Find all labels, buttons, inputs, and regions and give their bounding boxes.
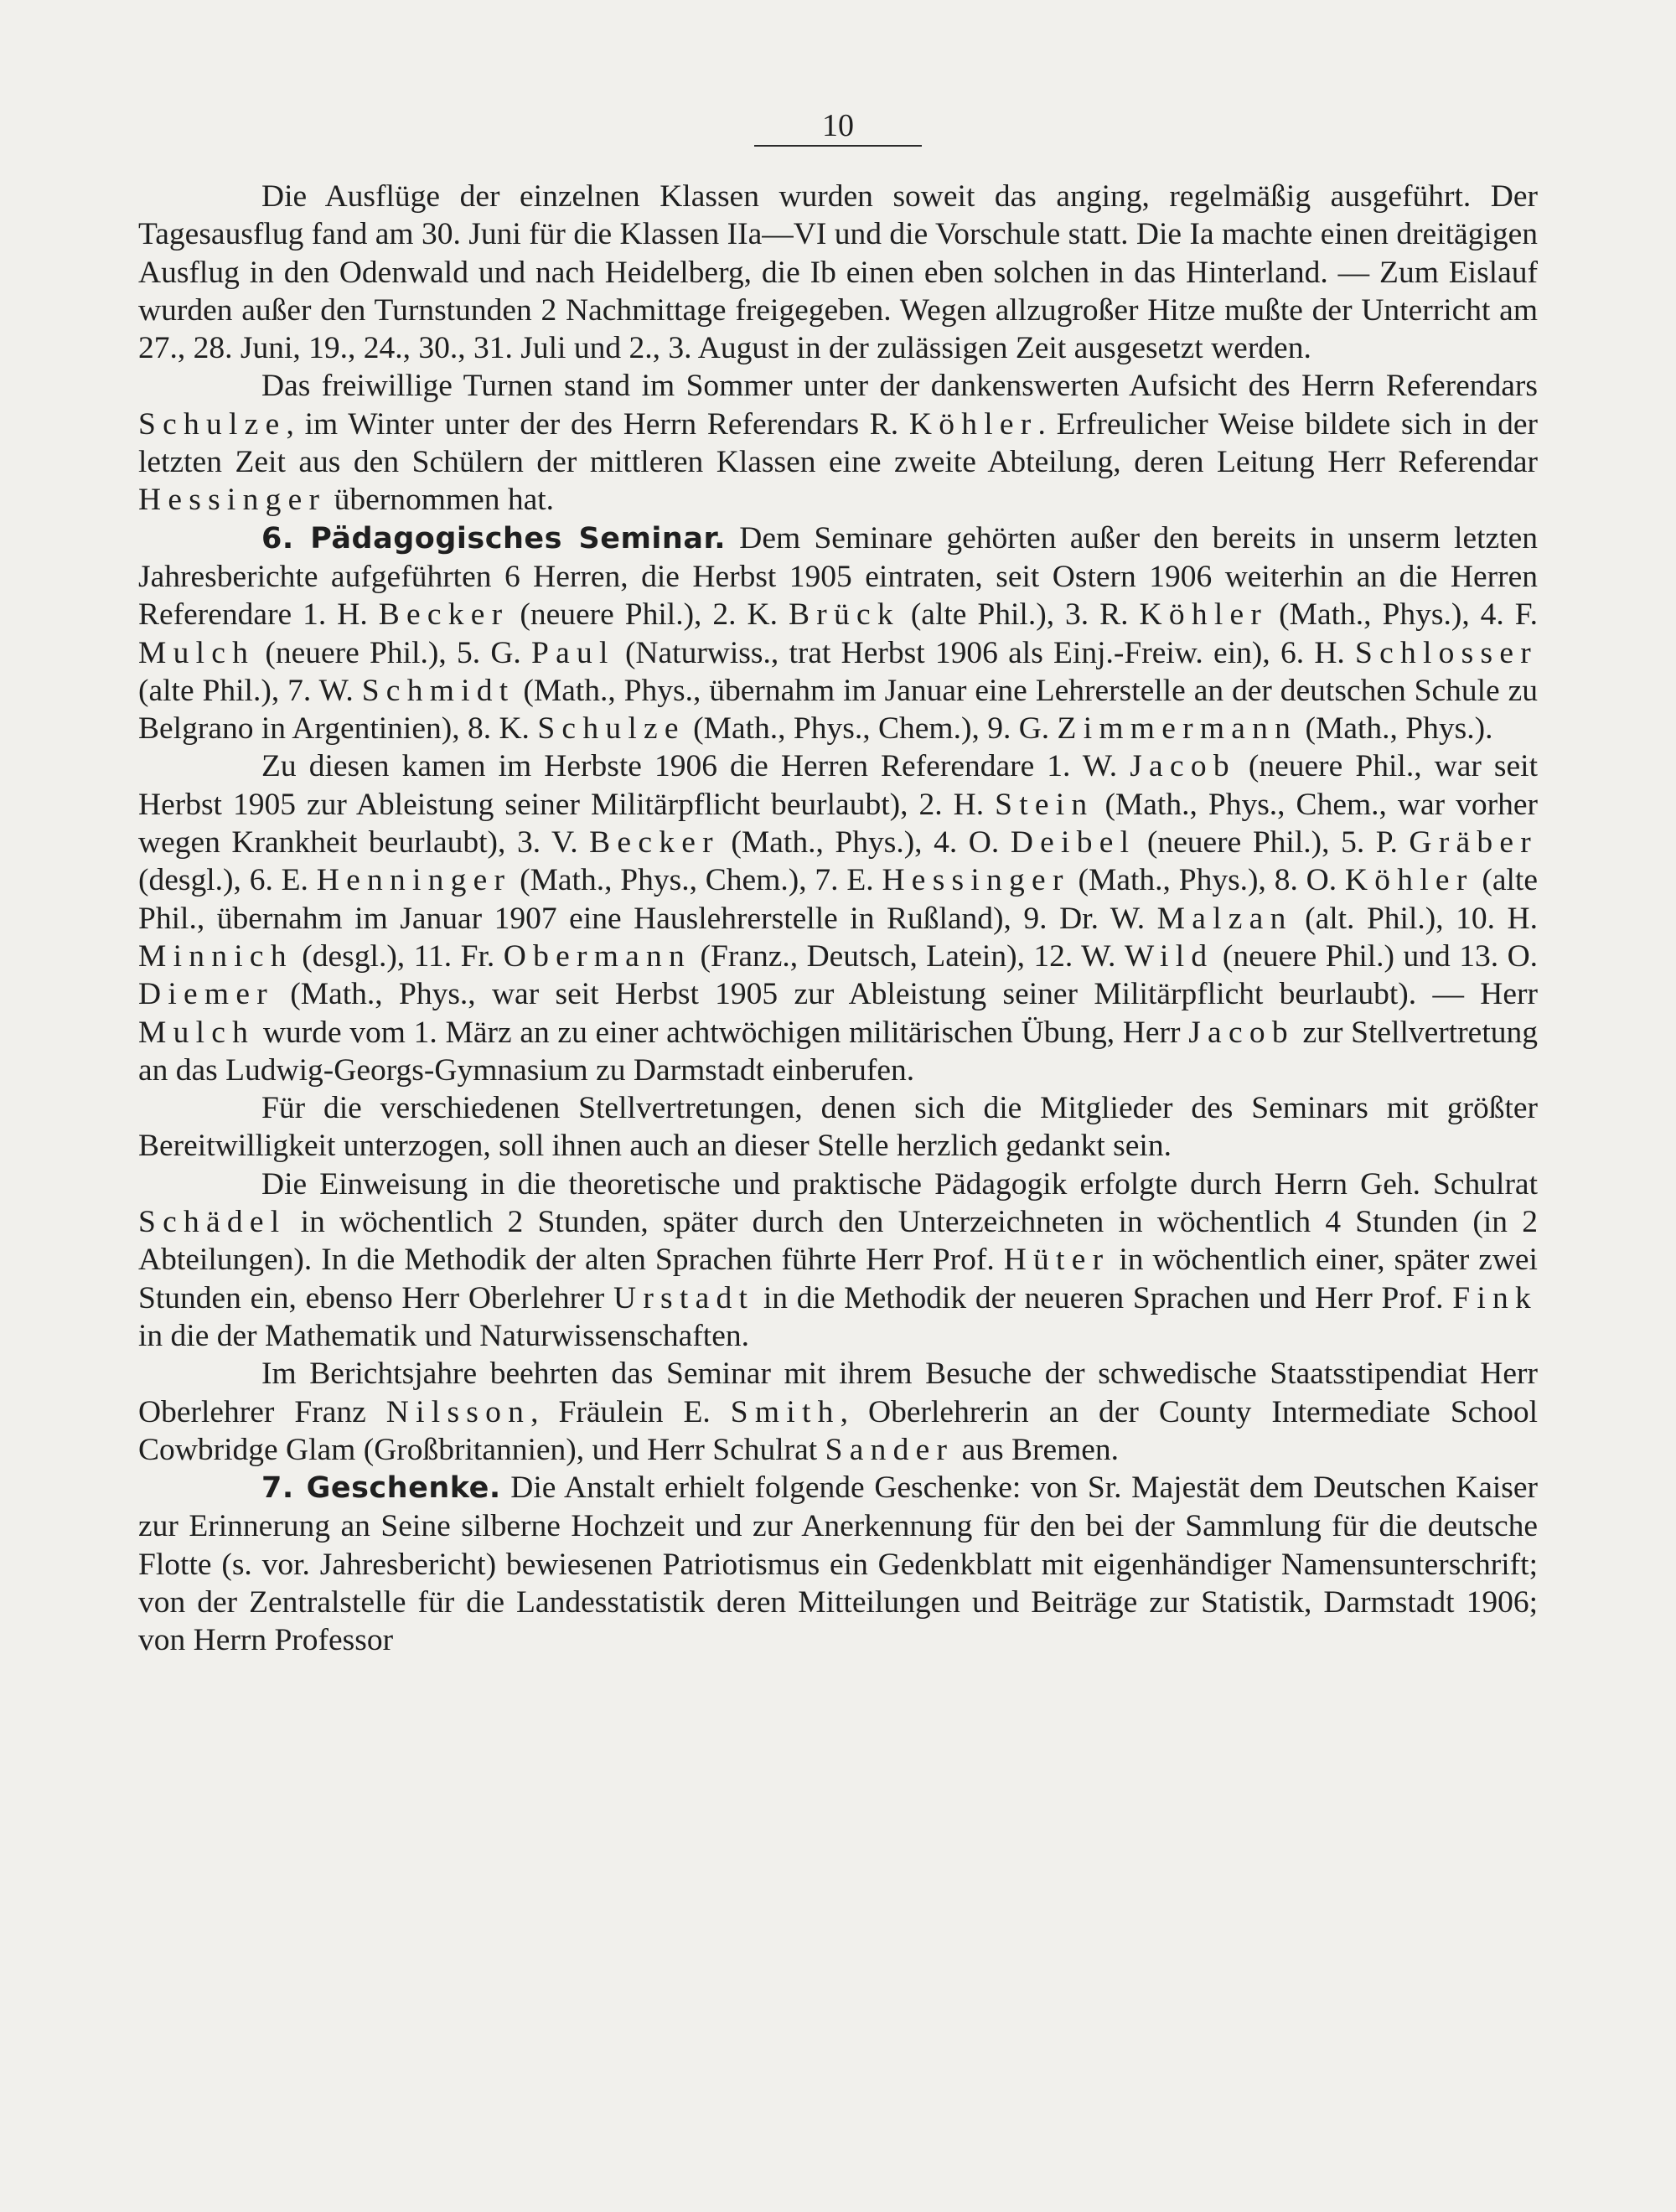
text-run: (alte Phil.), 7. W. [138,673,362,708]
person-name: Fink [1452,1280,1538,1315]
text-run: (alt. Phil.), 10. H. [1292,901,1538,936]
person-name: Brück [788,597,900,633]
person-name: Obermann [503,938,692,974]
paragraph-pedagogy [138,1165,1538,1355]
text-run: (Math., Phys., war seit Herbst 1905 zur Ableistung seiner Militärpflicht beurlaubt). — Herr [273,977,1538,1012]
person-name: Schädel [138,1205,287,1240]
page-number: 10 [822,108,854,143]
text-run: (desgl.), 11. Fr. [292,938,504,974]
person-name: Nilsson [385,1394,531,1429]
text-run: wurde vom 1. März an zu einer achtwöchigen militärischen Übung, Herr [255,1015,1189,1050]
text-run: (Math., Phys., Chem.), 7. E. [511,863,882,898]
text-run: Die Ausflüge der einzelnen Klassen wurden soweit das anging, regelmäßig ausgeführt. Der Tagesausflug fand am 30. Juni für die Klassen IIa—VI und die Vorschule statt. Die Ia machte einen dreitägigen Ausflug in den Odenwald und nach Heidelberg, die Ib einen eben solchen in das Hinterland. — Zum Eislauf wurden außer den Turnstunden 2 Nachmittage freigegeben. Wegen allzugroßer Hitze mußte der Unterricht am 27., 28. Juni, 19., 24., 30., 31. Juli und 2., 3. August in der zulässigen Zeit ausgesetzt werden. [138,179,1538,366]
paragraph-excursions [138,178,1538,367]
person-name: Minnich [138,938,293,974]
text-run: (neuere Phil.), 2. K. [509,597,789,633]
person-name: Zimmermann [1057,711,1298,747]
text-run: (Math., Phys.), 4. O. [719,825,1011,861]
text-run: , Fräulein E. [530,1394,731,1429]
person-name: Köhler [1139,597,1269,633]
person-name: Diemer [138,977,274,1012]
person-name: Becker [378,597,510,633]
person-name: Schmidt [361,673,515,708]
text-run: in wöchentlich 2 Stunden, später durch den Unterzeichneten in wöchentlich 4 Stunden (in 2 Abteilungen). In die Methodik der alten Sprachen führte Herr Prof. [138,1205,1538,1278]
person-name: Gräber [1409,825,1538,861]
text-run: in die Methodik der neueren Sprachen und Herr Prof. [754,1280,1453,1315]
text-run: Für die verschiedenen Stellvertretungen, denen sich die Mitglieder des Seminars mit größter Bereitwilligkeit unterzogen, soll ihnen auch an dieser Stelle herzlich gedankt sein. [138,1091,1538,1164]
text-run: . Erfreulicher Weise bildete sich in der letzten Zeit aus den Schülern der mittleren Klassen eine zweite Abteilung, deren Leitung Herr Referendar [138,406,1538,480]
person-name: Urstadt [613,1280,755,1315]
paragraph-gifts [138,1469,1538,1659]
section-heading: 6. Pädagogisches Seminar. [261,521,727,556]
text-run: (neuere Phil.), 5. P. [1135,825,1410,861]
person-name: Becker [589,825,720,861]
paragraph-seminar [138,519,1538,748]
text-run: (Naturwiss., trat Herbst 1906 als Einj.-Freiw. ein), 6. H. [614,635,1356,670]
person-name: Stein [995,787,1094,822]
person-name: Köhler [1344,863,1474,898]
text-run: , Oberlehrerin an der County Intermediate School Cowbridge Glam (Großbritannien), und Herr Schulrat [138,1394,1538,1467]
body-text [138,178,1538,1660]
person-name: Henninger [316,863,512,898]
person-name: Paul [531,635,615,670]
person-name: Malzan [1156,901,1293,936]
person-name: Jacob [1188,1015,1295,1050]
text-run: (Math., Phys.). [1297,711,1493,747]
person-name: Schlosser [1355,635,1539,670]
text-run: in die der Mathematik und Naturwissenschaften. [138,1318,749,1353]
text-run: (Math., Phys., Chem., war vorher wegen Krankheit beurlaubt), 3. V. [138,787,1538,861]
text-run: Dem Seminare gehörten außer den bereits in unserm letzten Jahresberichte aufgeführten 6 Herren, die Herbst 1905 eintraten, seit Ostern 1906 weiterhin an die Herren Referendare 1. H. [138,520,1538,633]
text-run: (desgl.), 6. E. [138,863,317,898]
text-run: (neuere Phil., war seit Herbst 1905 zur Ableistung seiner Militärpflicht beurlaubt), 2. H. [138,749,1538,822]
person-name: Smith [730,1394,841,1429]
text-run: (alte Phil., übernahm im Januar 1907 eine Hauslehrerstelle in Rußland), 9. Dr. W. [138,863,1538,936]
text-run: zur Stellvertretung an das Ludwig-Georgs-Gymnasium zu Darmstadt einberufen. [138,1015,1538,1088]
person-name: Mulch [138,1015,256,1050]
text-run: (Math., Phys., Chem.), 9. G. [685,711,1058,747]
text-run: übernommen hat. [326,483,555,518]
text-run: in wöchentlich einer, später zwei Stunden ein, ebenso Herr Oberlehrer [138,1243,1538,1315]
text-run: Das freiwillige Turnen stand im Sommer unter der dankenswerten Aufsicht des Herrn Referendars [261,369,1538,404]
paragraph-gymnastics [138,367,1538,519]
section-heading: 7. Geschenke. [261,1471,501,1506]
paragraph-visitors [138,1355,1538,1469]
person-name: Hessinger [882,863,1070,898]
person-name: Sander [825,1432,954,1467]
text-run: (neuere Phil.), 5. G. [255,635,532,670]
paragraph-seminar-autumn [138,747,1538,1089]
person-name: Jacob [1130,749,1236,784]
person-name: Schulze [537,711,685,747]
text-run: Im Berichtsjahre beehrten das Seminar mit ihrem Besuche der schwedische Staatsstipendiat Herr Oberlehrer Franz [138,1357,1538,1429]
text-run: Die Einweisung in die theoretische und praktische Pädagogik erfolgte durch Herrn Geh. Schulrat [261,1166,1538,1202]
person-name: Wild [1124,938,1214,974]
page-number-rule [754,145,922,147]
person-name: Deibel [1010,825,1136,861]
text-run: aus Bremen. [954,1432,1120,1467]
text-run: Zu diesen kamen im Herbste 1906 die Herren Referendare 1. W. [261,749,1130,784]
text-run: (alte Phil.), 3. R. [899,597,1140,633]
text-run: (Math., Phys.), 8. O. [1069,863,1345,898]
text-run: Die Anstalt erhielt folgende Geschenke: von Sr. Majestät dem Deutschen Kaiser zur Erinnerung an Seine silberne Hochzeit und zur Anerkennung für den bei der Sammlung für die deutsche Flotte (s. vor. Jahresbericht) bewiesenen Patriotismus ein Gedenkblatt mit eigenhändiger Namensunterschrift; von der Zentralstelle für die Landesstatistik deren Mitteilungen und Beiträge zur Statistik, Darmstadt 1906; von Herrn Professor [138,1470,1538,1658]
person-name: Mulch [138,635,256,670]
text-run: (neuere Phil.) und 13. O. [1213,938,1539,974]
person-name: Köhler [908,406,1038,442]
person-name: Hessinger [138,483,327,518]
text-run: (Math., Phys., übernahm im Januar eine Lehrerstelle an der deutschen Schule zu Belgrano in Argentinien), 8. K. [138,673,1538,747]
person-name: Hüter [1003,1243,1110,1278]
person-name: Schulze [138,406,287,442]
text-run: (Math., Phys.), 4. F. [1268,597,1539,633]
paragraph-substitutions [138,1089,1538,1165]
text-run: (Franz., Deutsch, Latein), 12. W. [691,938,1125,974]
text-run: , im Winter unter der des Herrn Referendars R. [286,406,909,442]
